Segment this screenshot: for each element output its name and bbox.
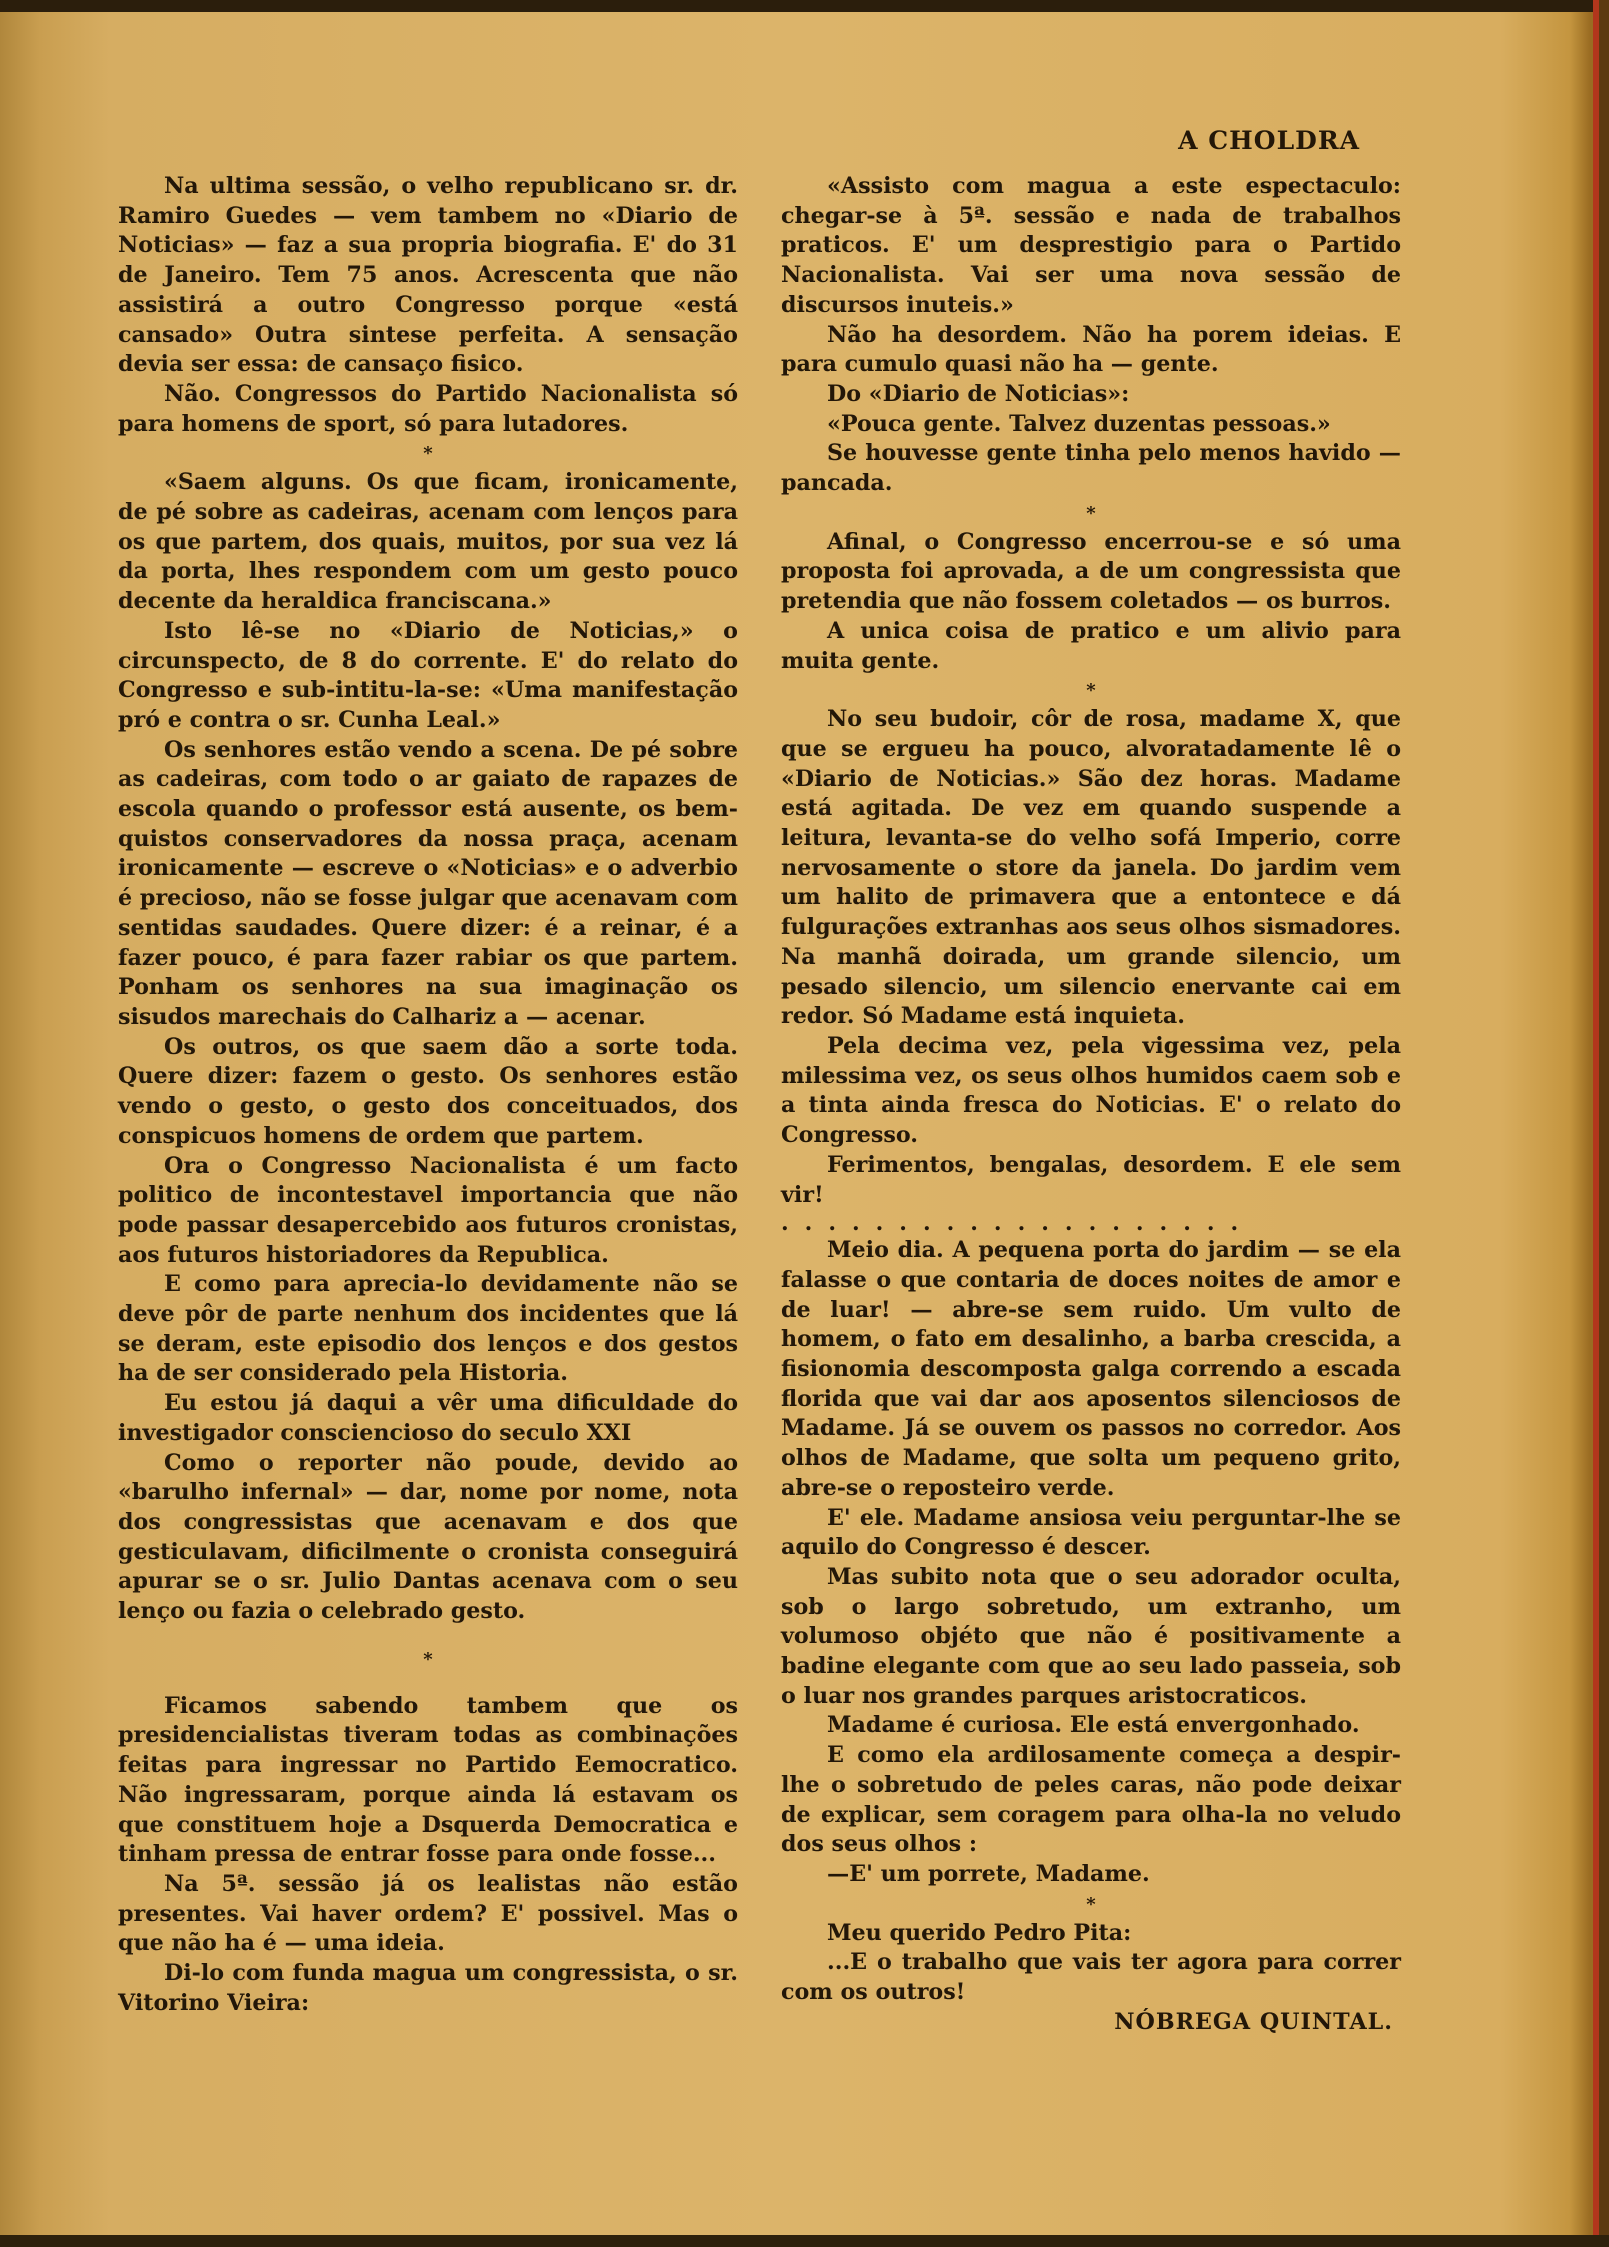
- page-bottom-edge: [0, 2235, 1609, 2247]
- author-signature: NÓBREGA QUINTAL.: [1114, 2008, 1393, 2035]
- page-top-edge: [0, 0, 1609, 12]
- paragraph: Ferimentos, bengalas, desordem. E ele sem vir!: [781, 1151, 1401, 1208]
- paragraph: A unica coisa de pratico e um alivio para muita gente.: [781, 617, 1401, 674]
- paragraph: Não. Congressos do Partido Nacionalista só para homens de sport, só para lutadores.: [118, 380, 738, 437]
- paragraph: Ficamos sabendo tambem que os presidencialistas tiveram todas as combinações feitas para ingressar no Partido Eemocratico. Não ingressaram, porque ainda lá estavam os que constituem hoje a Dsquerda Democratica e tinham pressa de entrar fosse para onde fosse...: [118, 1692, 738, 1868]
- paragraph: No seu budoir, côr de rosa, madame X, que que se ergueu ha pouco, alvoratadamente lê o «Diario de Noticias.» São dez horas. Madame está agitada. De vez em quando suspende a leitura, levanta-se do velho sofá Imperio, corre nervosamente o store da janela. Do jardim vem um halito de primavera que a entontece e dá fulgurações extranhas aos seus olhos sismadores. Na manhã doirada, um grande silencio, um pesado silencio, um silencio enervante cai em redor. Só Madame está inquieta.: [781, 706, 1401, 1030]
- paragraph: «Saem alguns. Os que ficam, ironicamente, de pé sobre as cadeiras, acenam com lenços para os que partem, dos quais, muitos, por sua vez lá da porta, lhes respondem com um gesto pouco decente da heraldica franciscana.»: [118, 469, 738, 615]
- asterisk-separator: *: [423, 1648, 433, 1670]
- paragraph: E como ela ardilosamente começa a despir-lhe o sobretudo de peles caras, não pode deixar de explicar, sem coragem para olha-la no veludo dos seus olhos :: [781, 1742, 1401, 1858]
- asterisk-separator: *: [1086, 1893, 1096, 1915]
- paragraph: Na ultima sessão, o velho republicano sr. dr. Ramiro Guedes — vem tambem no «Diario de Noticias» — faz a sua propria biografia. E' do 31 de Janeiro. Tem 75 anos. Acrescenta que não assistirá a outro Congresso porque «está cansado» Outra sintese perfeita. A sensação devia ser essa: de cansaço fisico.: [118, 173, 738, 378]
- paragraph: Eu estou já daqui a vêr uma dificuldade do investigador consciencioso do seculo XXI: [118, 1390, 738, 1446]
- salutation: Meu querido Pedro Pita:: [827, 1919, 1132, 1946]
- paragraph: Do «Diario de Noticias»:: [827, 380, 1130, 407]
- paragraph: E' ele. Madame ansiosa veiu perguntar-lhe se aquilo do Congresso é descer.: [781, 1504, 1401, 1561]
- paragraph: Não ha desordem. Não ha porem ideias. E para cumulo quasi não ha — gente.: [781, 321, 1401, 378]
- paragraph: Os senhores estão vendo a scena. De pé sobre as cadeiras, com todo o ar gaiato de rapazes de escola quando o professor está ausente, os bem-quistos conservadores da nossa praça, acenam ironicamente — escreve o «Noticias» e o adverbio é precioso, não se fosse julgar que acenavam com sentidas saudades. Quere dizer: é a reinar, é a fazer pouco, é para fazer rabiar os que partem. Ponham os senhores na sua imaginação os sisudos marechais do Calhariz a — acenar.: [118, 736, 738, 1030]
- asterisk-separator: *: [423, 443, 433, 465]
- asterisk-separator: *: [1086, 502, 1096, 524]
- paragraph: Meio dia. A pequena porta do jardim — se ela falasse o que contaria de doces noites de amor e de luar! — abre-se sem ruido. Um vulto de homem, o fato em desalinho, a barba crescida, a fisionomia descomposta galga correndo a escada florida que vai dar aos aposentos silenciosos de Madame. Já se ouvem os passos no corredor. Aos olhos de Madame, que solta um pequeno grito, abre-se o reposteiro verde.: [781, 1237, 1401, 1501]
- dotted-separator: ....................: [781, 1210, 1255, 1237]
- paragraph: Pela decima vez, pela vigessima vez, pela milessima vez, os seus olhos humidos caem sob e a tinta ainda fresca do Noticias. E' o relato do Congresso.: [781, 1032, 1401, 1149]
- paragraph: Na 5ª. sessão já os lealistas não estão presentes. Vai haver ordem? E' possivel. Mas o que não ha é — uma ideia.: [118, 1870, 738, 1957]
- paragraph: Isto lê-se no «Diario de Noticias,» o circunspecto, de 8 do corrente. E' do relato do Congresso e sub-intitu-la-se: «Uma manifestação pró e contra o sr. Cunha Leal.»: [118, 617, 738, 733]
- left-column: [118, 172, 738, 2018]
- paragraph: Ora o Congresso Nacionalista é um facto politico de incontestavel importancia que não pode passar desapercebido aos futuros cronistas, aos futuros historiadores da Republica.: [118, 1152, 738, 1268]
- paragraph: Afinal, o Congresso encerrou-se e só uma proposta foi aprovada, a de um congressista que pretendia que não fossem coletados — os burros.: [781, 528, 1401, 615]
- paragraph: Como o reporter não poude, devido ao «barulho infernal» — dar, nome por nome, nota dos congressistas que acenavam e dos que gesticulavam, dificilmente o cronista conseguirá apurar se o sr. Julio Dantas acenava com o seu lenço ou fazia o celebrado gesto.: [118, 1449, 738, 1625]
- paragraph: Os outros, os que saem dão a sorte toda. Quere dizer: fazem o gesto. Os senhores estão vendo o gesto, o gesto dos conceituados, dos conspicuos homens de ordem que partem.: [118, 1033, 738, 1149]
- paragraph: Madame é curiosa. Ele está envergonhado.: [827, 1712, 1360, 1739]
- page-right-edge: [1599, 0, 1609, 2247]
- paragraph: E como para aprecia-lo devidamente não se deve pôr de parte nenhum dos incidentes que lá se deram, este episodio dos lenços e dos gestos ha de ser considerado pela Historia.: [118, 1271, 738, 1387]
- paragraph: «Assisto com magua a este espectaculo: chegar-se à 5ª. sessão e nada de trabalhos praticos. E' um desprestigio para o Partido Nacionalista. Vai ser uma nova sessão de discursos inuteis.»: [781, 173, 1401, 318]
- paragraph: ...E o trabalho que vais ter agora para correr com os outros!: [781, 1949, 1401, 2006]
- paragraph: Di-lo com funda magua um congressista, o sr. Vitorino Vieira:: [118, 1960, 738, 2016]
- paragraph: Se houvesse gente tinha pelo menos havido — pancada.: [781, 440, 1401, 497]
- paragraph: «Pouca gente. Talvez duzentas pessoas.»: [827, 410, 1331, 437]
- paragraph: —E' um porrete, Madame.: [827, 1860, 1150, 1887]
- paragraph: Mas subito nota que o seu adorador oculta, sob o largo sobretudo, um extranho, um volumoso objéto que não é positivamente a badine elegante com que ao seu lado passeia, sob o luar nos grandes parques aristocraticos.: [781, 1563, 1401, 1709]
- right-column: [781, 172, 1401, 2037]
- asterisk-separator: *: [1086, 680, 1096, 702]
- running-header: A CHOLDRA: [1178, 126, 1360, 155]
